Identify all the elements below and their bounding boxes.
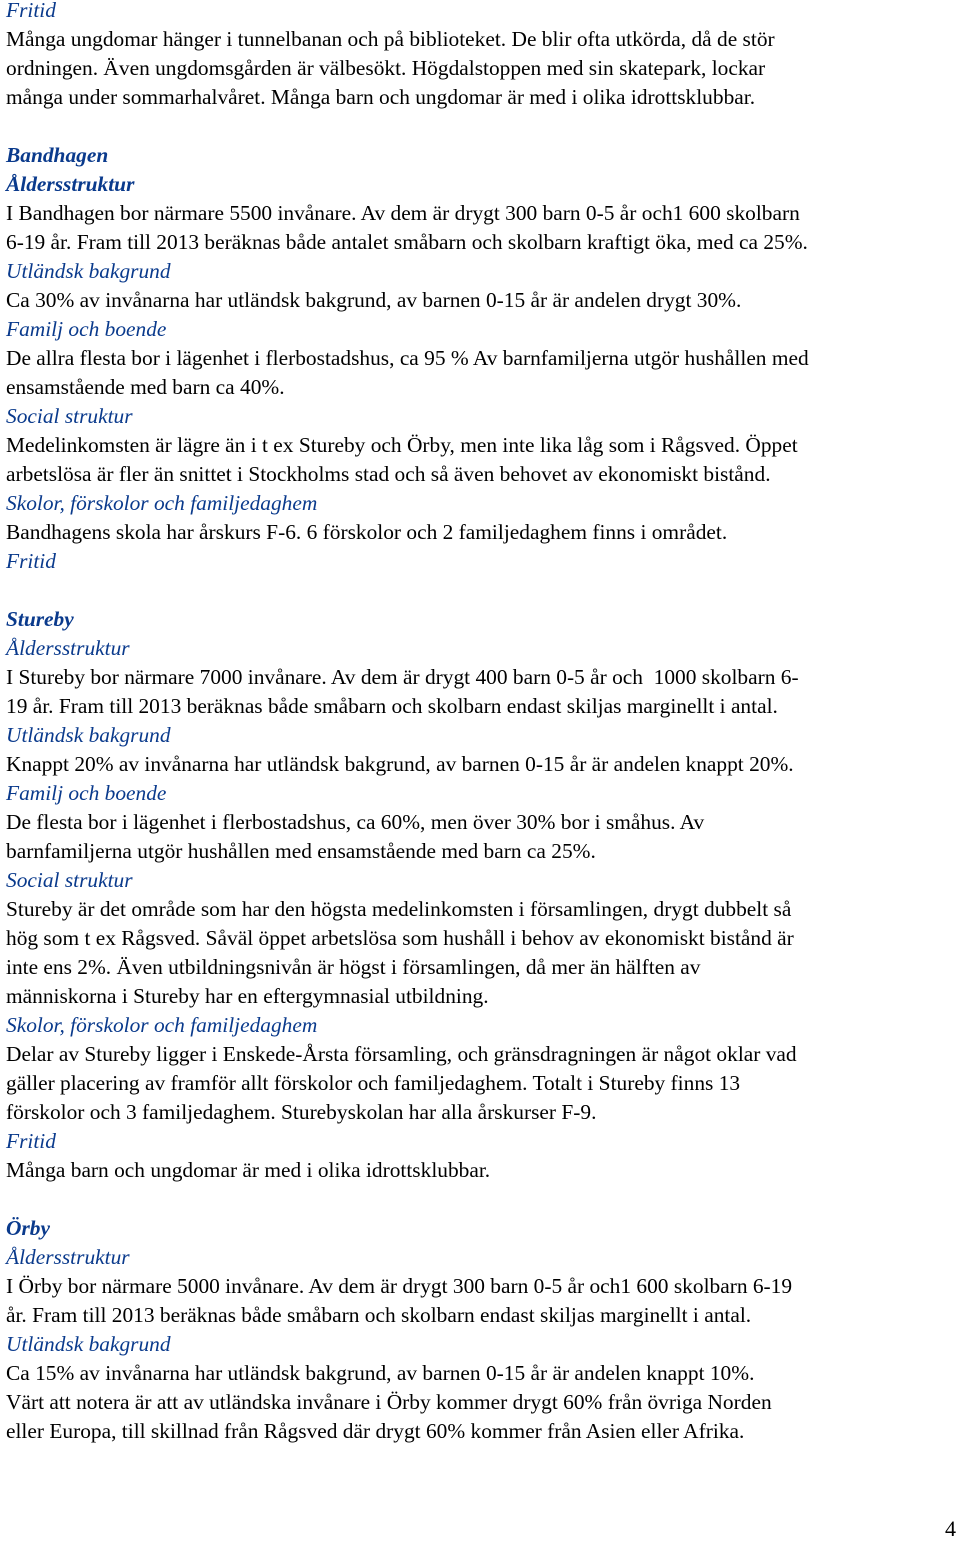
body-text-line: inte ens 2%. Även utbildningsnivån är högst i församlingen, då mer än hälften av xyxy=(6,955,701,979)
spacer xyxy=(6,576,952,605)
body-text-line: barnfamiljerna utgör hushållen med ensamstående med barn ca 25%. xyxy=(6,839,596,863)
body-text-line: ensamstående med barn ca 40%. xyxy=(6,375,285,399)
area-heading: Stureby xyxy=(6,607,74,631)
body-text-line: I Örby bor närmare 5000 invånare. Av dem är drygt 300 barn 0-5 år och1 600 skolbarn 6-19 xyxy=(6,1274,793,1298)
area-heading: Bandhagen xyxy=(6,143,109,167)
body-text-line: 19 år. Fram till 2013 beräknas både småbarn och skolbarn endast skiljas marginellt i antal. xyxy=(6,694,778,718)
section-label: Skolor, förskolor och familjedaghem xyxy=(6,491,318,515)
section-label: Familj och boende xyxy=(6,317,167,341)
body-text-line: hög som t ex Rågsved. Såväl öppet arbetslösa som hushåll i behov av ekonomiskt bistånd är xyxy=(6,926,794,950)
body-text-line: Medelinkomsten är lägre än i t ex Stureby och Örby, men inte lika låg som i Rågsved. Öppet xyxy=(6,433,798,457)
body-text-line: Stureby är det område som har den högsta medelinkomsten i församlingen, drygt dubbelt så xyxy=(6,897,792,921)
section-label: Åldersstruktur xyxy=(6,1245,130,1269)
body-text-line: De flesta bor i lägenhet i flerbostadshus, ca 60%, men över 30% bor i småhus. Av xyxy=(6,810,705,834)
section-label: Social struktur xyxy=(6,868,133,892)
body-text-line: år. Fram till 2013 beräknas både småbarn och skolbarn endast skiljas marginellt i antal. xyxy=(6,1303,752,1327)
body-text-line: gäller placering av framför allt förskolor och familjedaghem. Totalt i Stureby finns 13 xyxy=(6,1071,741,1095)
section-label: Fritid xyxy=(6,0,56,22)
section-label: Skolor, förskolor och familjedaghem xyxy=(6,1013,318,1037)
spacer xyxy=(6,112,952,141)
body-text-line: arbetslösa är fler än snittet i Stockholms stad och så även behovet av ekonomiskt bistånd. xyxy=(6,462,771,486)
section-label: Social struktur xyxy=(6,404,133,428)
document-page xyxy=(6,0,952,1446)
body-text-line: Knappt 20% av invånarna har utländsk bakgrund, av barnen 0-15 år är andelen knappt 20%. xyxy=(6,752,794,776)
body-text-line: I Stureby bor närmare 7000 invånare. Av dem är drygt 400 barn 0-5 år och 1000 skolbarn 6- xyxy=(6,665,799,689)
section-label: Utländsk bakgrund xyxy=(6,723,171,747)
body-text-line: I Bandhagen bor närmare 5500 invånare. Av dem är drygt 300 barn 0-5 år och1 600 skolbarn xyxy=(6,201,800,225)
body-text-line: Värt att notera är att av utländska invånare i Örby kommer drygt 60% från övriga Norden xyxy=(6,1390,772,1414)
body-text-line: ordningen. Även ungdomsgården är välbesökt. Högdalstoppen med sin skatepark, lockar xyxy=(6,56,766,80)
section-label: Utländsk bakgrund xyxy=(6,259,171,283)
body-text-line: De allra flesta bor i lägenhet i flerbostadshus, ca 95 % Av barnfamiljerna utgör hushållen med xyxy=(6,346,809,370)
body-text-line: många under sommarhalvåret. Många barn och ungdomar är med i olika idrottsklubbar. xyxy=(6,85,756,109)
page-number: 4 xyxy=(945,1516,956,1541)
body-text-line: 6-19 år. Fram till 2013 beräknas både antalet småbarn och skolbarn kraftigt öka, med ca 25%. xyxy=(6,230,808,254)
body-text-line: eller Europa, till skillnad från Rågsved där drygt 60% kommer från Asien eller Afrika. xyxy=(6,1419,745,1443)
section-label: Åldersstruktur xyxy=(6,636,130,660)
area-heading: Åldersstruktur xyxy=(6,172,135,196)
section-label: Familj och boende xyxy=(6,781,167,805)
body-text-line: Delar av Stureby ligger i Enskede-Årsta församling, och gränsdragningen är något oklar vad xyxy=(6,1042,797,1066)
section-label: Fritid xyxy=(6,1129,56,1153)
area-heading: Örby xyxy=(6,1216,50,1240)
body-text-line: Många ungdomar hänger i tunnelbanan och på biblioteket. De blir ofta utkörda, då de stör xyxy=(6,27,775,51)
body-text-line: Ca 15% av invånarna har utländsk bakgrund, av barnen 0-15 år är andelen knappt 10%. xyxy=(6,1361,755,1385)
spacer xyxy=(6,1185,952,1214)
body-text-line: Bandhagens skola har årskurs F-6. 6 förskolor och 2 familjedaghem finns i området. xyxy=(6,520,728,544)
body-text-line: människorna i Stureby har en eftergymnasial utbildning. xyxy=(6,984,489,1008)
section-label: Utländsk bakgrund xyxy=(6,1332,171,1356)
body-text-line: förskolor och 3 familjedaghem. Sturebyskolan har alla årskurser F-9. xyxy=(6,1100,597,1124)
section-label: Fritid xyxy=(6,549,56,573)
body-text-line: Ca 30% av invånarna har utländsk bakgrund, av barnen 0-15 år är andelen drygt 30%. xyxy=(6,288,742,312)
body-text-line: Många barn och ungdomar är med i olika idrottsklubbar. xyxy=(6,1158,491,1182)
